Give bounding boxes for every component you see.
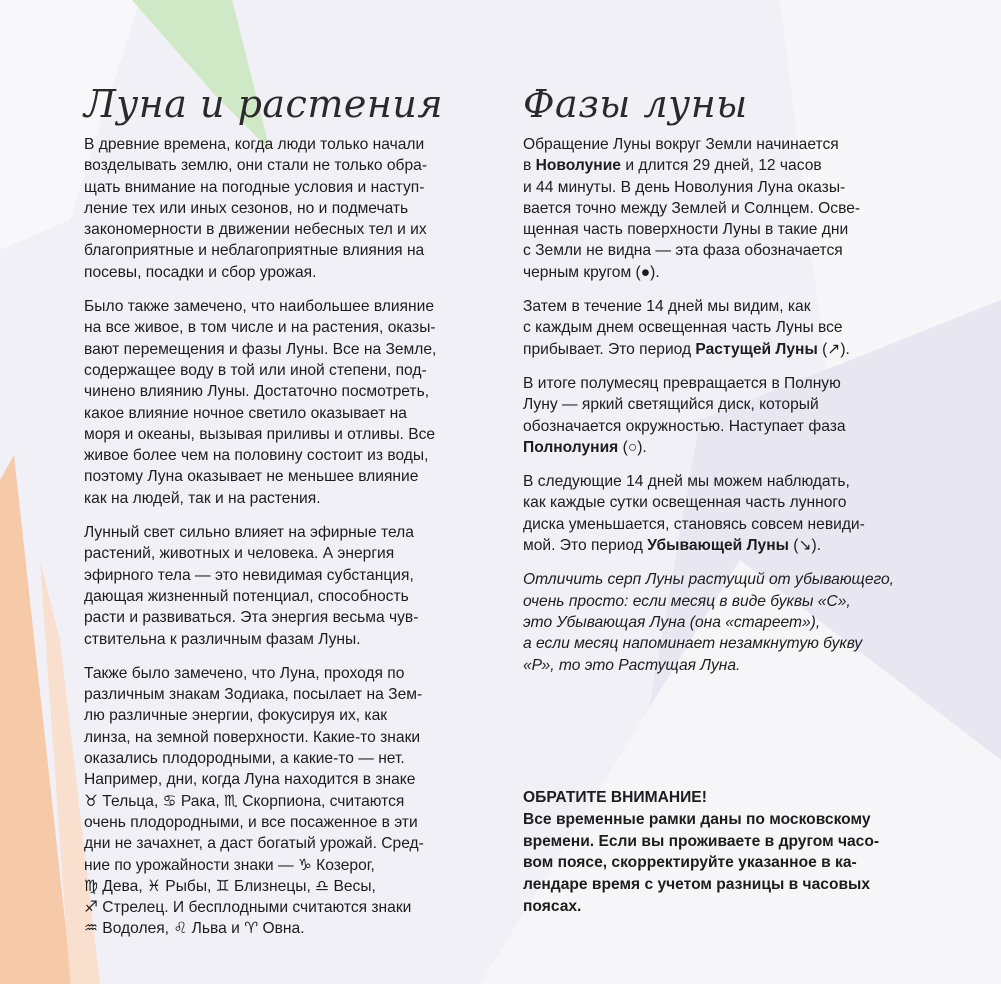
right-paragraph-4 (523, 471, 923, 556)
left-paragraph-2: Было также замечено, что наибольшее влияние на все живое, в том числе и на растения, оказы- вают перемещения и фазы Луны. Все на Земле, содержащее воду в той или иной степени, под- чинено влиянию Луны. Достаточно посмотреть, какое влияние ночное светило оказывает на моря и океаны, вызывая приливы и отливы. Все живое более чем на половину состоит из воды, поэтому Луна оказывает не меньшее влияние как на людей, так и на растения. (84, 298, 437, 507)
p4-term-waning-moon: Убывающей Луны (647, 537, 789, 555)
notice-body: Все временные рамки даны по московскому времени. Если вы проживаете в другом часо- вом поясе, скорректируйте указанное в ка- лендаре время с учетом разницы в часовых поясах. (523, 810, 880, 915)
notice-block (523, 787, 923, 918)
left-paragraph-1: В древние времена, когда люди только начали возделывать землю, они стали не только обра- щать внимание на погодные условия и наступ- ление тех или иных сезонов, но и подмечать закономерности в движении небесных тел и их благоприятные и неблагоприятные влияния на посевы, посадки и сбор урожая. (84, 136, 428, 281)
right-heading: Фазы луны (523, 82, 748, 126)
p3-text-c: (○). (618, 438, 647, 456)
left-paragraph-3: Лунный свет сильно влияет на эфирные тела растений, животных и человека. А энергия эфирного тела — это невидимая субстанция, дающая жизненный потенциал, способность расти и развиваться. Эта энергия весьма чув- ствительна к различным фазам Луны. (84, 524, 419, 648)
p1-text-a: Обращение Луны вокруг Земли начинается в (523, 136, 839, 175)
right-paragraph-italic: Отличить серп Луны растущий от убывающего, очень просто: если месяц в виде буквы «С», это Убывающая Луна (она «стареет»), а если месяц напоминает незамкнутую букву «Р», то это Растущая Луна. (523, 571, 895, 674)
p4-text-a: В следующие 14 дней мы можем наблюдать, как каждые сутки освещенная часть лунного диска уменьшается, становясь совсем невиди- мой. Это период (523, 473, 865, 555)
p2-term-waxing-moon: Растущей Луны (695, 340, 818, 358)
left-column (84, 84, 484, 953)
p4-text-c: (↘). (788, 537, 822, 555)
notice-title: ОБРАТИТЕ ВНИМАНИЕ! (523, 789, 707, 806)
right-paragraph-3 (523, 373, 923, 458)
p2-text-c: (↗). (817, 340, 850, 358)
p3-text-a: В итоге полумесяц превращается в Полную Луну — яркий светящийся диск, который обозначается окружностью. Наступает фаза (523, 374, 846, 435)
left-paragraph-4: Также было замечено, что Луна, проходя по различным знакам Зодиака, посылает на Зем- лю различные энергии, фокусируя их, как линза, на земной поверхности. Какие-то знаки оказались плодородными, а какие-то — нет. Например, дни, когда Луна находится в знаке ♉ Тельца, ♋ Рака, ♏ Скорпиона, считаются очень плодородными, и все посаженное в эти дни не зачахнет, а даст богатый урожай. Сред- ние по урожайности знаки — ♑ Козерог, ♍ Дева, ♓ Рыбы, ♊ Близнецы, ♎ Весы, ♐ Стрелец. И бесплодными считаются знаки ♒ Водолея, ♌ Льва и ♈ Овна. (84, 664, 424, 938)
p1-term-new-moon: Новолуние (535, 157, 621, 175)
p2-text-a: Затем в течение 14 дней мы видим, как с каждым днем освещенная часть Луны все прибывает. Это период (523, 298, 843, 358)
p3-term-full-moon: Полнолуния (523, 438, 619, 456)
p1-text-c: и длится 29 дней, 12 часов и 44 минуты. В день Новолуния Луна оказы- вается точно между Землей и Солнцем. Осве- щенная часть поверхности Луны в такие дни с Земли не видна — эта фаза обозначается черным кругом (●). (523, 157, 861, 281)
right-column (523, 84, 923, 689)
right-paragraph-2 (523, 296, 923, 360)
right-paragraph-1 (523, 134, 923, 283)
left-heading: Луна и растения (84, 82, 444, 126)
